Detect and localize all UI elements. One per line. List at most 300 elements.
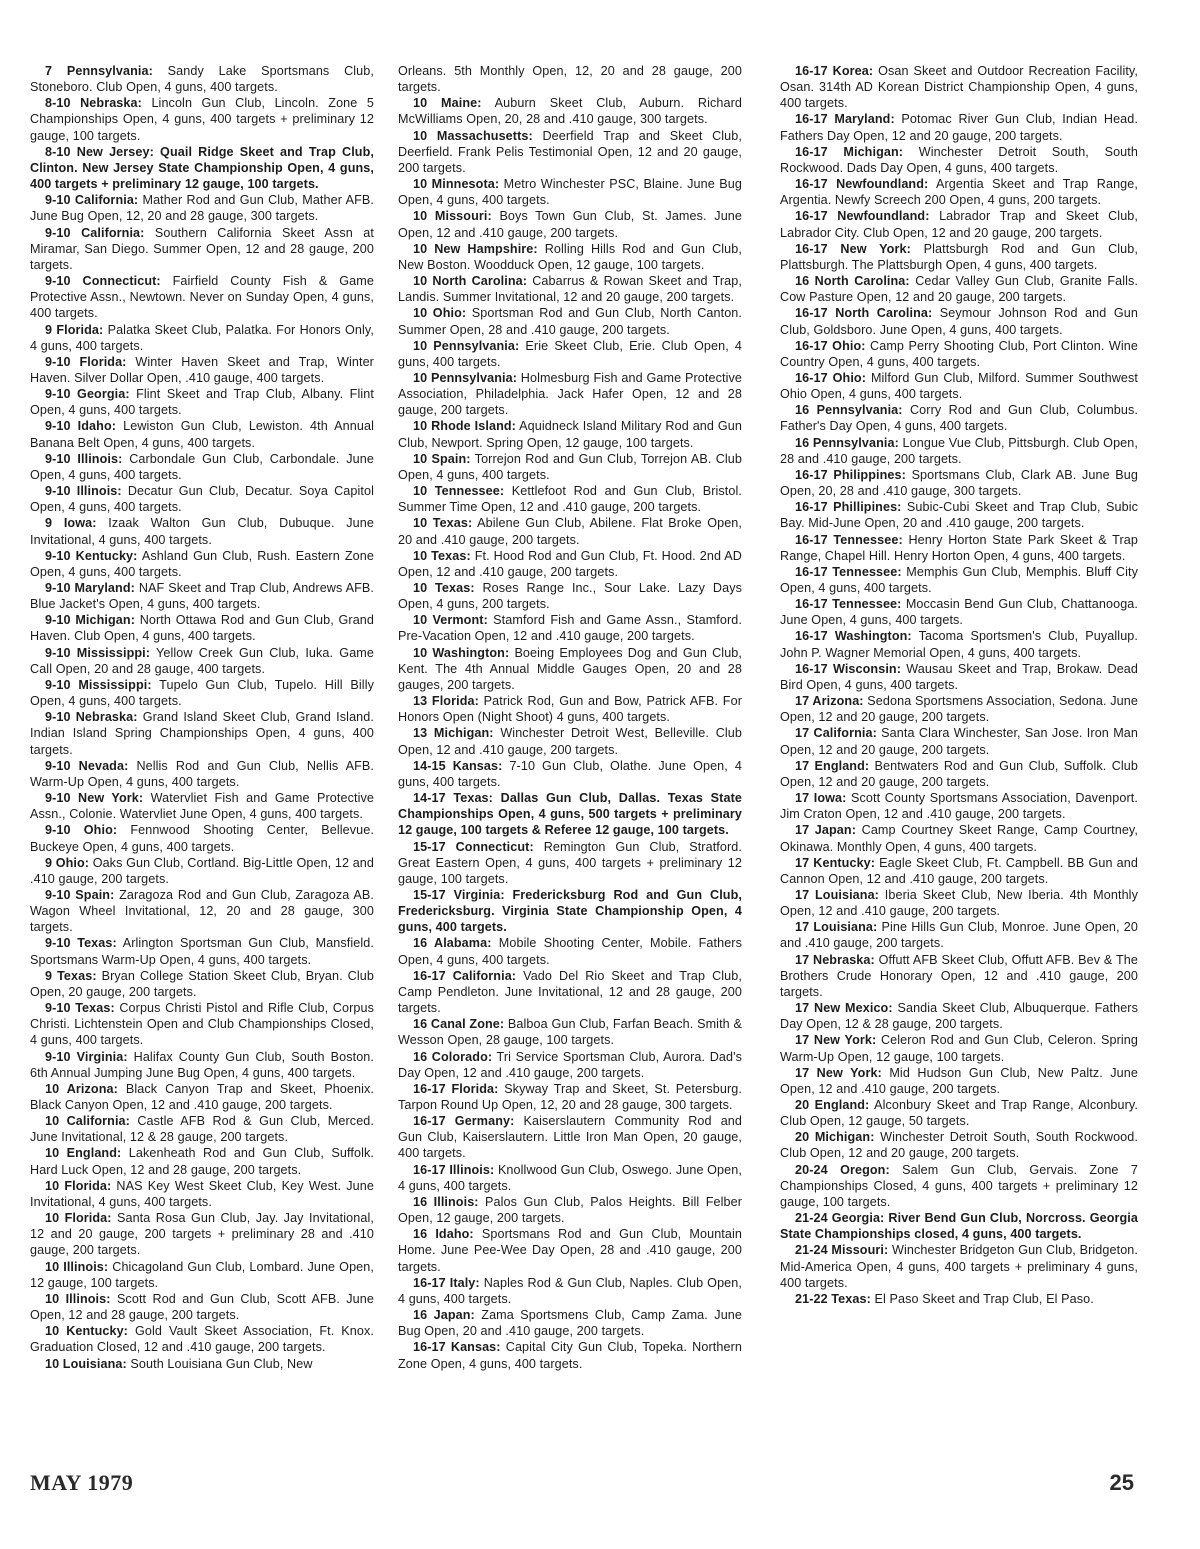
listing-entry xyxy=(780,338,1138,370)
listing-entry xyxy=(780,1291,1138,1307)
listing-date-state: 9-10 Mississippi: xyxy=(45,645,151,660)
listing-details: River Bend Gun Club, Norcross. Georgia State Championships closed, 4 guns, 400 targets. xyxy=(780,1211,1138,1242)
listing-entry xyxy=(780,241,1138,273)
listing-entry xyxy=(30,515,374,547)
listing-details: Winchester Detroit South, South Rockwood. Dads Day Open, 4 guns, 400 targets. xyxy=(780,144,1138,175)
listing-entry xyxy=(30,322,374,354)
listing-date-state: 17 California: xyxy=(795,726,877,741)
listing-date-state: 10 Massachusetts: xyxy=(413,128,533,143)
listing-date-state: 7 Pennsylvania: xyxy=(45,64,153,78)
listing-entry xyxy=(780,435,1138,467)
listing-entry xyxy=(30,451,374,483)
issue-date: MAY 1979 xyxy=(30,1470,134,1495)
listing-date-state: 9-10 Connecticut: xyxy=(45,274,161,289)
listing-date-state: 20 Michigan: xyxy=(795,1130,875,1145)
listing-date-state: 17 Nebraska: xyxy=(795,952,875,967)
listing-details: Decatur Gun Club, Decatur. Soya Capitol Open, 4 guns, 400 targets. xyxy=(30,484,374,515)
listing-details: Longue Vue Club, Pittsburgh. Club Open, 28 and .410 gauge, 200 targets. xyxy=(780,435,1138,466)
listing-entry xyxy=(398,758,742,790)
listing-details: Torrejon Rod and Gun Club, Torrejon AB. Club Open, 4 guns, 400 targets. xyxy=(398,451,743,482)
listing-details: Castle AFB Rod & Gun Club, Merced. June Invitational, 12 & 28 gauge, 200 targets. xyxy=(30,1114,374,1145)
listing-details: Corpus Christi Pistol and Rifle Club, Corpus Christi. Lichtenstein Open and Club Championships Closed, 4 guns, 400 targets. xyxy=(30,1001,374,1048)
listing-details: Winchester Detroit South, South Rockwood. Club Open, 12 and 20 gauge, 200 targets. xyxy=(780,1130,1138,1161)
listing-date-state: 16-17 Ohio: xyxy=(795,370,867,385)
listing-details: Iberia Skeet Club, New Iberia. 4th Monthly Open, 12 and .410 gauge, 200 targets. xyxy=(780,887,1138,919)
listing-entry xyxy=(398,176,742,208)
listing-date-state: 9 Iowa: xyxy=(45,516,97,531)
listing-details: Metro Winchester PSC, Blaine. June Bug Open, 4 guns, 400 targets. xyxy=(398,177,742,208)
listing-entry xyxy=(30,822,374,854)
listing-details: Erie Skeet Club, Erie. Club Open, 4 guns, 400 targets. xyxy=(398,338,742,369)
listing-date-state: 13 Michigan: xyxy=(413,726,494,741)
listing-date-state: 10 Illinois: xyxy=(45,1259,109,1274)
listing-entry xyxy=(30,790,374,822)
listing-date-state: 16-17 Washington: xyxy=(795,629,912,644)
listing-date-state: 17 Arizona: xyxy=(795,694,864,709)
listing-entry xyxy=(780,1162,1138,1210)
listing-details: Bryan College Station Skeet Club, Bryan. Club Open, 20 gauge, 200 targets. xyxy=(30,968,374,999)
listing-entry xyxy=(398,1194,742,1226)
listing-entry xyxy=(30,386,374,418)
listing-details: Cedar Valley Gun Club, Granite Falls. Cow Pasture Open, 12 and 20 gauge, 200 targets. xyxy=(780,274,1139,305)
listing-entry xyxy=(30,1291,374,1323)
listing-details: Flint Skeet and Trap Club, Albany. Flint Open, 4 guns, 400 targets. xyxy=(30,387,374,418)
listing-date-state: 10 Spain: xyxy=(413,451,471,466)
listing-date-state: 9-10 California: xyxy=(45,225,145,240)
column-right xyxy=(780,63,1138,1307)
listing-date-state: 8-10 New Jersey: xyxy=(45,144,154,159)
listing-date-state: 10 Maine: xyxy=(413,96,482,111)
listing-date-state: 10 Ohio: xyxy=(413,306,467,321)
listing-details: Gold Vault Skeet Association, Ft. Knox. Graduation Closed, 12 and .410 gauge, 200 targets. xyxy=(30,1324,374,1355)
listing-details: Sportsmans Rod and Gun Club, Mountain Home. June Pee-Wee Day Open, 28 and .410 gauge, 200 targets. xyxy=(398,1227,743,1274)
listing-details: Santa Rosa Gun Club, Jay. Jay Invitational, 12 and 20 gauge, 200 targets + preliminary 28 and .410 gauge, 200 targets. xyxy=(30,1211,374,1258)
listing-details: Mobile Shooting Center, Mobile. Fathers Open, 4 guns, 400 targets. xyxy=(398,936,742,967)
listing-entry xyxy=(780,661,1138,693)
listing-details: Scott County Sportsmans Association, Davenport. Jim Craton Open, 12 and .410 gauge, 200 targets. xyxy=(780,791,1138,822)
listing-date-state: 16-17 Philippines: xyxy=(795,467,906,482)
listing-entry xyxy=(398,1162,742,1194)
listing-entry xyxy=(780,887,1138,919)
listing-details: Winter Haven Skeet and Trap, Winter Haven. Silver Dollar Open, .410 gauge, 400 targets. xyxy=(30,354,374,385)
listing-details: Fennwood Shooting Center, Bellevue. Buckeye Open, 4 guns, 400 targets. xyxy=(30,823,374,854)
listing-details: North Ottawa Rod and Gun Club, Grand Haven. Club Open, 4 guns, 400 targets. xyxy=(30,613,375,644)
listing-details: Naples Rod & Gun Club, Naples. Club Open, 4 guns, 400 targets. xyxy=(398,1275,742,1306)
listing-date-state: 16-17 Wisconsin: xyxy=(795,661,902,676)
listing-details: Winchester Bridgeton Gun Club, Bridgeton. Mid-America Open, 4 guns, 400 targets + preliminary 4 guns, 400 targets. xyxy=(780,1243,1139,1290)
listing-entry xyxy=(398,418,742,450)
listing-entry xyxy=(780,499,1138,531)
listing-entry xyxy=(398,338,742,370)
listing-date-state: 16 Illinois: xyxy=(413,1194,479,1209)
listing-details: Tacoma Sportsmen's Club, Puyallup. John P. Wagner Memorial Open, 4 guns, 400 targets. xyxy=(780,629,1138,660)
listing-details: Sandy Lake Sportsmans Club, Stoneboro. Club Open, 4 guns, 400 targets. xyxy=(30,64,374,95)
listing-entry xyxy=(780,725,1138,757)
listing-entry xyxy=(398,208,742,240)
listing-entry xyxy=(30,1081,374,1113)
listing-entry xyxy=(30,548,374,580)
listing-details: Seymour Johnson Rod and Gun Club, Goldsboro. June Open, 4 guns, 400 targets. xyxy=(780,306,1138,337)
listing-entry xyxy=(30,225,374,273)
listing-details: Kettlefoot Rod and Gun Club, Bristol. Summer Time Open, 12 and .410 gauge, 200 targets. xyxy=(398,484,742,515)
listing-entry xyxy=(780,467,1138,499)
listing-entry xyxy=(398,725,742,757)
listing-details: Tri Service Sportsman Club, Aurora. Dad's Day Open, 12 and .410 gauge, 200 targets. xyxy=(398,1049,743,1080)
listing-details: Zama Sportsmens Club, Camp Zama. June Bug Open, 20 and .410 gauge, 200 targets. xyxy=(398,1308,743,1339)
listing-date-state: 16 Alabama: xyxy=(413,936,492,951)
listing-details: Oaks Gun Club, Cortland. Big-Little Open, 12 and .410 gauge, 200 targets. xyxy=(30,855,375,886)
listing-details: Milford Gun Club, Milford. Summer Southwest Ohio Open, 4 guns, 400 targets. xyxy=(780,370,1138,402)
listing-entry xyxy=(398,128,742,176)
listing-entry xyxy=(398,693,742,725)
listing-details: Henry Horton State Park Skeet & Trap Range, Chapel Hill. Henry Horton Open, 4 guns, 400 targets. xyxy=(780,532,1138,563)
listing-date-state: 16-17 Newfoundland: xyxy=(795,209,930,224)
listing-date-state: 9-10 Illinois: xyxy=(45,484,122,499)
listing-details: Potomac River Gun Club, Indian Head. Fathers Day Open, 12 and 20 gauge, 200 targets. xyxy=(780,112,1138,143)
listing-date-state: 9-10 California: xyxy=(45,193,139,208)
listing-entry xyxy=(30,1145,374,1177)
listing-date-state: 16 Japan: xyxy=(413,1308,475,1323)
listing-date-state: 10 Missouri: xyxy=(413,209,492,224)
listing-date-state: 17 New York: xyxy=(795,1065,882,1080)
listing-details: Osan Skeet and Outdoor Recreation Facility, Osan. 314th AD Korean District Championship Open, 4 guns, 400 targets. xyxy=(780,64,1138,111)
listing-date-state: 9-10 Texas: xyxy=(45,1001,115,1016)
listing-date-state: 16-17 Tennessee: xyxy=(795,597,902,612)
listing-details: Santa Clara Winchester, San Jose. Iron Man Open, 12 and 20 gauge, 200 targets. xyxy=(780,726,1138,757)
listing-date-state: 9-10 Virginia: xyxy=(45,1049,128,1064)
listing-entry xyxy=(780,952,1138,1000)
listing-date-state: 16-17 Tennessee: xyxy=(795,564,902,579)
listing-entry xyxy=(398,548,742,580)
listing-entry xyxy=(30,855,374,887)
listing-entry xyxy=(398,483,742,515)
listing-details: Watervliet Fish and Game Protective Assn., Colonie. Watervliet June Open, 4 guns, 400 targets. xyxy=(30,791,374,822)
listing-entry xyxy=(780,628,1138,660)
listing-details: Quail Ridge Skeet and Trap Club, Clinton. New Jersey State Championship Open, 4 guns, 400 targets + preliminary 12 gauge, 100 targets. xyxy=(30,144,374,192)
listing-details: Yellow Creek Gun Club, Iuka. Game Call Open, 20 and 28 gauge, 400 targets. xyxy=(30,645,374,676)
listing-details: South Louisiana Gun Club, New xyxy=(130,1356,313,1371)
listing-date-state: 20-24 Oregon: xyxy=(795,1162,890,1177)
listing-entry xyxy=(30,645,374,677)
listing-details: Fredericksburg Rod and Gun Club, Fredericksburg. Virginia State Championship Open, 4 guns, 400 targets. xyxy=(398,887,742,935)
listing-date-state: 10 Louisiana: xyxy=(45,1356,127,1371)
listing-details: Vado Del Rio Skeet and Trap Club, Camp Pendleton. June Invitational, 12 and 28 gauge, 200 targets. xyxy=(398,968,742,1016)
column-left xyxy=(30,63,374,1372)
listing-date-state: 14-15 Kansas: xyxy=(413,758,503,773)
listing-details: Abilene Gun Club, Abilene. Flat Broke Open, 20 and .410 gauge, 200 targets. xyxy=(398,516,743,547)
listing-details: Capital City Gun Club, Topeka. Northern Zone Open, 4 guns, 400 targets. xyxy=(398,1340,742,1371)
listing-entry xyxy=(398,1226,742,1274)
listing-entry xyxy=(780,1242,1138,1290)
listing-date-state: 8-10 Nebraska: xyxy=(45,96,142,111)
listing-entry xyxy=(398,241,742,273)
listing-date-state: 10 Texas: xyxy=(413,516,473,531)
listing-entry xyxy=(30,758,374,790)
listing-details: Camp Courtney Skeet Range, Camp Courtney, Okinawa. Monthly Open, 4 guns, 400 targets. xyxy=(780,823,1138,854)
listing-details: Auburn Skeet Club, Auburn. Richard McWilliams Open, 20, 28 and .410 gauge, 300 targets. xyxy=(398,96,743,127)
listing-date-state: 9-10 Nebraska: xyxy=(45,710,138,725)
listing-entry xyxy=(30,192,374,224)
listing-entry xyxy=(780,693,1138,725)
listing-date-state: 10 England: xyxy=(45,1146,122,1161)
listing-date-state: 10 Arizona: xyxy=(45,1081,118,1096)
listing-entry xyxy=(780,822,1138,854)
listing-entry xyxy=(30,935,374,967)
listing-details: Aquidneck Island Military Rod and Gun Club, Newport. Spring Open, 12 gauge, 100 targets. xyxy=(398,419,743,450)
listing-details: Carbondale Gun Club, Carbondale. June Open, 4 guns, 400 targets. xyxy=(30,451,374,482)
listing-date-state: 9-10 Texas: xyxy=(45,936,117,951)
listing-details: Balboa Gun Club, Farfan Beach. Smith & Wesson Open, 28 gauge, 100 targets. xyxy=(398,1017,742,1048)
listing-date-state: 17 New Mexico: xyxy=(795,1001,893,1016)
listing-details: Palos Gun Club, Palos Heights. Bill Felber Open, 12 gauge, 200 targets. xyxy=(398,1194,742,1226)
listing-details: Lakenheath Rod and Gun Club, Suffolk. Hard Luck Open, 12 and 28 gauge, 200 targets. xyxy=(30,1146,374,1177)
listing-entry xyxy=(780,305,1138,337)
listing-date-state: 16-17 Newfoundland: xyxy=(795,177,929,192)
listing-date-state: 10 Tennessee: xyxy=(413,484,505,499)
listing-date-state: 16-17 Maryland: xyxy=(795,112,895,127)
listing-date-state: 16 North Carolina: xyxy=(795,274,910,289)
listing-date-state: 17 Louisiana: xyxy=(795,887,879,902)
page-number: 25 xyxy=(1109,1470,1134,1495)
listing-details: Subic-Cubi Skeet and Trap Club, Subic Bay. Mid-June Open, 20 and .410 gauge, 200 targets. xyxy=(780,500,1138,531)
listing-entry xyxy=(780,532,1138,564)
listing-date-state: 10 Minnesota: xyxy=(413,177,500,192)
listing-entry xyxy=(398,935,742,967)
listing-entry xyxy=(398,645,742,693)
listing-details: Salem Gun Club, Gervais. Zone 7 Championships Closed, 4 guns, 400 targets + preliminary 12 gauge, 100 targets. xyxy=(780,1162,1138,1209)
listing-date-state: 9-10 Idaho: xyxy=(45,419,117,434)
listing-entry xyxy=(398,370,742,418)
listing-entry xyxy=(30,1113,374,1145)
listing-details: Pine Hills Gun Club, Monroe. June Open, 20 and .410 gauge, 200 targets. xyxy=(780,920,1138,951)
listing-entry xyxy=(398,273,742,305)
listing-details: NAS Key West Skeet Club, Key West. June Invitational, 4 guns, 400 targets. xyxy=(30,1178,374,1209)
listing-details: Tupelo Gun Club, Tupelo. Hill Billy Open, 4 guns, 400 targets. xyxy=(30,677,374,709)
listing-date-state: 9-10 Illinois: xyxy=(45,451,123,466)
listing-date-state: 16 Idaho: xyxy=(413,1227,474,1242)
listing-entry xyxy=(780,564,1138,596)
listing-entry xyxy=(30,1259,374,1291)
listing-details: Boys Town Gun Club, St. James. June Open, 12 and .410 gauge, 200 targets. xyxy=(398,209,743,240)
listing-date-state: 10 Kentucky: xyxy=(45,1324,128,1339)
listing-date-state: 10 Vermont: xyxy=(413,613,488,628)
listing-details: Celeron Rod and Gun Club, Celeron. Spring Warm-Up Open, 12 gauge, 100 targets. xyxy=(780,1033,1138,1064)
listing-details: 7-10 Gun Club, Olathe. June Open, 4 guns, 400 targets. xyxy=(398,758,742,789)
listing-date-state: 17 Louisiana: xyxy=(795,920,878,935)
listing-entry xyxy=(30,144,374,192)
listing-date-state: 9-10 New York: xyxy=(45,791,144,806)
listing-date-state: 16 Pennsylvania: xyxy=(795,435,899,450)
listing-entry xyxy=(398,95,742,127)
listing-details: Rolling Hills Rod and Gun Club, New Boston. Woodduck Open, 12 gauge, 100 targets. xyxy=(398,241,742,272)
listing-date-state: 16 Colorado: xyxy=(413,1049,493,1064)
listing-date-state: 16-17 New York: xyxy=(795,241,911,256)
listing-details: El Paso Skeet and Trap Club, El Paso. xyxy=(874,1291,1094,1306)
listing-details: Ashland Gun Club, Rush. Eastern Zone Open, 4 guns, 400 targets. xyxy=(30,548,374,579)
listing-details: Camp Perry Shooting Club, Port Clinton. Wine Country Open, 4 guns, 400 targets. xyxy=(780,338,1138,369)
listing-date-state: 9-10 Ohio: xyxy=(45,823,118,838)
listing-date-state: 10 New Hampshire: xyxy=(413,241,538,256)
listing-details: NAF Skeet and Trap Club, Andrews AFB. Blue Jacket's Open, 4 guns, 400 targets. xyxy=(30,581,374,612)
listing-entry xyxy=(780,596,1138,628)
listing-date-state: 10 Texas: xyxy=(413,581,475,595)
listing-date-state: 9-10 Mississippi: xyxy=(45,677,152,692)
listing-details: Deerfield Trap and Skeet Club, Deerfield. Frank Pelis Testimonial Open, 12 and 20 gauge, 200 targets. xyxy=(398,128,742,175)
listing-date-state: 16-17 Phillipines: xyxy=(795,500,902,515)
listing-details: Alconbury Skeet and Trap Range, Alconbury. Club Open, 12 gauge, 50 targets. xyxy=(780,1098,1138,1129)
listing-date-state: 10 North Carolina: xyxy=(413,274,528,289)
listing-entry xyxy=(398,968,742,1016)
listing-entry xyxy=(30,1178,374,1210)
listing-date-state: 16-17 Florida: xyxy=(413,1081,499,1096)
listing-details: Holmesburg Fish and Game Protective Association, Philadelphia. Jack Hafer Open, 12 and 28 gauge, 200 targets. xyxy=(398,370,742,418)
listing-entry xyxy=(780,144,1138,176)
listing-details: Orleans. 5th Monthly Open, 12, 20 and 28 gauge, 200 targets. xyxy=(398,64,742,95)
listing-date-state: 10 Illinois: xyxy=(45,1291,111,1306)
listing-entry xyxy=(398,1339,742,1371)
listing-details: Corry Rod and Gun Club, Columbus. Father's Day Open, 4 guns, 400 targets. xyxy=(780,403,1138,434)
listing-entry xyxy=(30,95,374,143)
listing-details: Patrick Rod, Gun and Bow, Patrick AFB. For Honors Open (Night Shoot) 4 guns, 400 targets. xyxy=(398,694,742,725)
listing-entry xyxy=(30,887,374,935)
listing-entry xyxy=(780,208,1138,240)
listing-details: Sedona Sportsmens Association, Sedona. June Open, 12 and 20 gauge, 200 targets. xyxy=(780,694,1138,725)
listing-details: Chicagoland Gun Club, Lombard. June Open, 12 gauge, 100 targets. xyxy=(30,1259,374,1290)
listing-details: Stamford Fish and Game Assn., Stamford. Pre-Vacation Open, 12 and .410 gauge, 200 targets. xyxy=(398,613,742,644)
listing-entry xyxy=(398,580,742,612)
listing-date-state: 9-10 Maryland: xyxy=(45,581,135,595)
listing-entry xyxy=(780,176,1138,208)
listing-date-state: 9-10 Georgia: xyxy=(45,387,130,402)
listing-entry xyxy=(30,677,374,709)
listing-date-state: 13 Florida: xyxy=(413,694,479,709)
listing-details: Knollwood Gun Club, Oswego. June Open, 4 guns, 400 targets. xyxy=(398,1162,742,1193)
listing-entry xyxy=(30,1210,374,1258)
listing-date-state: 17 New York: xyxy=(795,1033,877,1048)
listing-details: Kaiserslautern Community Rod and Gun Club, Kaiserslautern. Little Iron Man Open, 20 gauge, 400 targets. xyxy=(398,1114,743,1161)
listing-date-state: 9 Ohio: xyxy=(45,855,90,870)
listing-entry xyxy=(780,1032,1138,1064)
listing-details: Black Canyon Trap and Skeet, Phoenix. Black Canyon Open, 12 and .410 gauge, 200 targets. xyxy=(30,1081,375,1112)
listing-date-state: 16 Pennsylvania: xyxy=(795,403,903,418)
listing-details: Moccasin Bend Gun Club, Chattanooga. June Open, 4 guns, 400 targets. xyxy=(780,597,1138,628)
listing-date-state: 16-17 Michigan: xyxy=(795,144,904,159)
listing-entry xyxy=(398,1275,742,1307)
listing-entry xyxy=(398,515,742,547)
listing-entry xyxy=(398,451,742,483)
listing-date-state: 16-17 Tennessee: xyxy=(795,532,903,547)
listing-details: Mid Hudson Gun Club, New Paltz. June Open, 12 and .410 gauge, 200 targets. xyxy=(780,1065,1138,1096)
listing-details: Wausau Skeet and Trap, Brokaw. Dead Bird Open, 4 guns, 400 targets. xyxy=(780,661,1139,692)
listing-entry xyxy=(30,1323,374,1355)
listing-details: Plattsburgh Rod and Gun Club, Plattsburgh. The Plattsburgh Open, 4 guns, 400 targets. xyxy=(780,241,1138,272)
listing-date-state: 9-10 Kentucky: xyxy=(45,548,138,563)
listing-entry xyxy=(398,1049,742,1081)
listing-entry xyxy=(780,273,1138,305)
listing-entry xyxy=(780,1210,1138,1242)
listing-entry xyxy=(30,580,374,612)
listing-date-state: 9-10 Michigan: xyxy=(45,613,135,628)
listing-date-state: 15-17 Connecticut: xyxy=(413,839,534,854)
listing-details: Labrador Trap and Skeet Club, Labrador City. Club Open, 12 and 20 gauge, 200 targets. xyxy=(780,209,1139,240)
listing-entry xyxy=(30,968,374,1000)
listing-entry xyxy=(398,63,742,95)
listing-date-state: 9-10 Florida: xyxy=(45,354,127,369)
listing-date-state: 10 Texas: xyxy=(413,548,471,563)
listing-details: Winchester Detroit West, Belleville. Club Open, 12 and .410 gauge, 200 targets. xyxy=(398,726,742,757)
listing-details: Roses Range Inc., Sour Lake. Lazy Days Open, 4 guns, 200 targets. xyxy=(398,581,743,612)
listing-date-state: 14-17 Texas: xyxy=(413,791,493,806)
listing-entry xyxy=(30,483,374,515)
listing-date-state: 17 Japan: xyxy=(795,823,857,838)
listing-entry xyxy=(30,1049,374,1081)
listing-details: Argentia Skeet and Trap Range, Argentia. Newfy Screech 200 Open, 4 guns, 200 targets. xyxy=(780,177,1138,208)
listing-details: Sportsman Rod and Gun Club, North Canton. Summer Open, 28 and .410 gauge, 200 targets. xyxy=(398,306,742,337)
listing-date-state: 16-17 North Carolina: xyxy=(795,306,933,321)
listing-date-state: 16-17 California: xyxy=(413,968,517,983)
listing-date-state: 16-17 Korea: xyxy=(795,64,874,78)
listing-details: Fairfield County Fish & Game Protective Assn., Newtown. Never on Sunday Open, 4 guns, 400 targets. xyxy=(30,274,374,321)
listing-date-state: 17 Kentucky: xyxy=(795,855,876,870)
listing-entry xyxy=(398,305,742,337)
listing-entry xyxy=(780,370,1138,402)
listing-details: Mather Rod and Gun Club, Mather AFB. June Bug Open, 12, 20 and 28 gauge, 300 targets. xyxy=(30,193,374,224)
listing-date-state: 9-10 Nevada: xyxy=(45,758,129,773)
listing-details: Zaragoza Rod and Gun Club, Zaragoza AB. Wagon Wheel Invitational, 12, 20 and 28 gauge, 300 targets. xyxy=(30,887,374,935)
listing-entry xyxy=(780,758,1138,790)
listing-date-state: 9 Florida: xyxy=(45,322,104,337)
listing-entry xyxy=(780,855,1138,887)
listing-entry xyxy=(398,887,742,935)
listing-details: Lincoln Gun Club, Lincoln. Zone 5 Championships Open, 4 guns, 400 targets + preliminary 12 gauge, 100 targets. xyxy=(30,96,374,143)
listing-entry xyxy=(30,1356,374,1372)
listing-entry xyxy=(398,1113,742,1161)
listing-entry xyxy=(780,1097,1138,1129)
listing-date-state: 21-24 Missouri: xyxy=(795,1243,889,1258)
listing-details: Palatka Skeet Club, Palatka. For Honors Only, 4 guns, 400 targets. xyxy=(30,322,374,353)
listing-date-state: 10 Rhode Island: xyxy=(413,419,516,434)
listing-entry xyxy=(780,1065,1138,1097)
listing-date-state: 16-17 Illinois: xyxy=(413,1162,495,1177)
listing-details: Remington Gun Club, Stratford. Great Eastern Open, 4 guns, 400 targets + preliminary 12 gauge, 100 targets. xyxy=(398,839,742,886)
listing-details: Ft. Hood Rod and Gun Club, Ft. Hood. 2nd AD Open, 12 and .410 gauge, 200 targets. xyxy=(398,548,743,579)
listing-entry xyxy=(30,612,374,644)
listing-entry xyxy=(780,1129,1138,1161)
listing-details: Nellis Rod and Gun Club, Nellis AFB. Warm-Up Open, 4 guns, 400 targets. xyxy=(30,758,374,789)
listing-details: Bentwaters Rod and Gun Club, Suffolk. Club Open, 12 and 20 gauge, 200 targets. xyxy=(780,758,1139,789)
listing-date-state: 16-17 Italy: xyxy=(413,1275,480,1290)
listing-date-state: 17 Iowa: xyxy=(795,791,847,806)
listing-details: Cabarrus & Rowan Skeet and Trap, Landis. Summer Invitational, 12 and 20 gauge, 200 targets. xyxy=(398,274,742,305)
listing-date-state: 16-17 Kansas: xyxy=(413,1340,501,1355)
listing-details: Memphis Gun Club, Memphis. Bluff City Open, 4 guns, 400 targets. xyxy=(780,564,1139,595)
listing-entry xyxy=(780,790,1138,822)
listing-details: Skyway Trap and Skeet, St. Petersburg. Tarpon Round Up Open, 12, 20 and 28 gauge, 300 targets. xyxy=(398,1081,742,1112)
listing-entry xyxy=(30,63,374,95)
listing-entry xyxy=(30,1000,374,1048)
listing-date-state: 21-22 Texas: xyxy=(795,1291,871,1306)
listing-entry xyxy=(780,1000,1138,1032)
listing-entry xyxy=(398,839,742,887)
listing-date-state: 15-17 Virginia: xyxy=(413,887,505,902)
listing-date-state: 16-17 Ohio: xyxy=(795,338,866,353)
listing-date-state: 10 Pennsylvania: xyxy=(413,338,520,353)
listing-details: Eagle Skeet Club, Ft. Campbell. BB Gun and Cannon Open, 12 and .410 gauge, 200 targets. xyxy=(780,855,1138,886)
listing-entry xyxy=(780,919,1138,951)
listing-date-state: 16-17 Germany: xyxy=(413,1114,515,1129)
listing-details: Izaak Walton Gun Club, Dubuque. June Invitational, 4 guns, 400 targets. xyxy=(30,516,374,547)
listing-date-state: 9 Texas: xyxy=(45,968,97,983)
